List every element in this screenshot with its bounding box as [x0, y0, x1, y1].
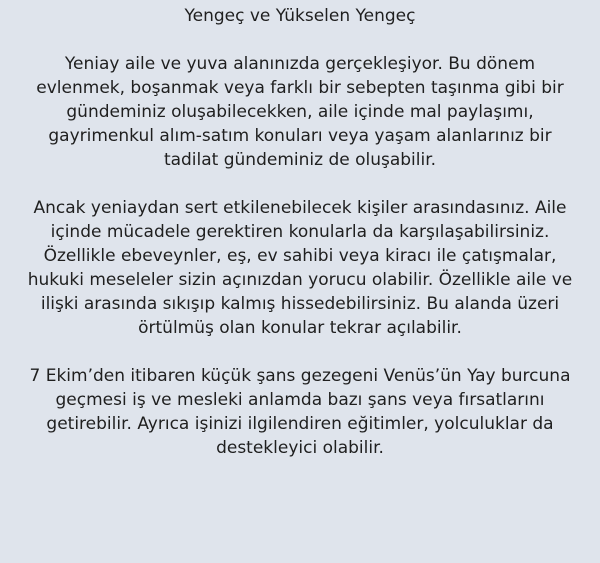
- article-title: Yengeç ve Yükselen Yengeç: [184, 6, 416, 26]
- paragraph-1: Yeniay aile ve yuva alanınızda gerçekleşiyor. Bu dönem evlenmek, boşanmak veya farklı bir sebepten taşınma gibi bir gündeminiz oluşabilecekken, aile içinde mal paylaşımı, gayrimenkul alım-satım konuları veya yaşam alanlarınız bir tadilat gündeminiz de oluşabilir.: [36, 54, 564, 170]
- paragraph-2: Ancak yeniaydan sert etkilenebilecek kişiler arasındasınız. Aile içinde mücadele gerektiren konularla da karşılaşabilirsiniz. Özellikle ebeveynler, eş, ev sahibi veya kiracı ile çatışmalar, hukuki meseleler sizin açınızdan yorucu olabilir. Özellikle aile ve ilişki arasında sıkışıp kalmış hissedebilirsiniz. Bu alanda üzeri örtülmüş olan konular tekrar açılabilir.: [27, 198, 573, 338]
- paragraph-3: 7 Ekim’den itibaren küçük şans gezegeni Venüs’ün Yay burcuna geçmesi iş ve mesleki anlamda bazı şans veya fırsatlarını getirebilir. Ayrıca işinizi ilgilendiren eğitimler, yolculuklar da destekleyici olabilir.: [29, 366, 571, 458]
